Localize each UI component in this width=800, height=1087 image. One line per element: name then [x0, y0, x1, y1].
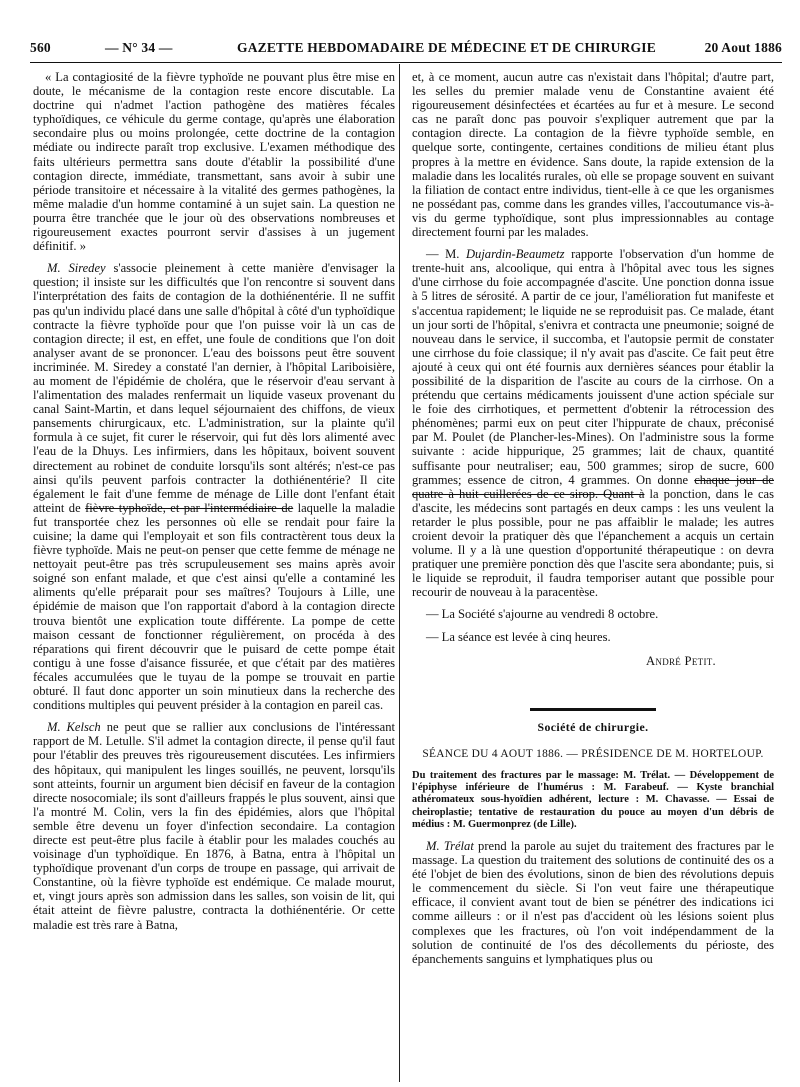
header-rule — [30, 62, 782, 63]
right-column — [412, 70, 774, 1080]
issue-number: — N° 34 — — [105, 40, 173, 55]
seance-heading: SÉANCE DU 4 AOUT 1886. — PRÉSIDENCE DE M. HORTELOUP. — [422, 747, 764, 760]
session-summary: Du traitement des fractures par le massage: M. Trélat. — Développement de l'épiphyse inférieure de l'humérus : M. Farabeuf. — Kyste branchial athéromateux sous-hyoïdien adhérent, lecture : M. Chavasse. — Essai de cheiroplastie; tentative de restauration du pouce au moyen d'un débris de médius : M. Guermonprez (de Lille). — [412, 769, 774, 830]
journal-title: GAZETTE HEBDOMADAIRE DE MÉDECINE ET DE CHIRURGIE — [237, 40, 656, 55]
adjournment-line: — La Société s'ajourne au vendredi 8 octobre. — [426, 607, 659, 622]
column-divider — [399, 64, 400, 1082]
paragraph-siredey: M. Siredey s'associe pleinement à cette manière d'envisager la question; il insiste sur les difficultés que l'on rencontre si souvent dans l'interprétation des faits de contagion de la dothiénentérie. Il ne suffit pas qu'un individu placé dans une salle d'hôpital à côté d'un typhoïdique contracte la fièvre typhoïde pour que l'on puisse voir là un cas de contagion directe; il est, en effet, une foule de conditions que l'on doit analyser avant de se prononcer. L'eau des boissons peut être souvent incriminée. M. Siredey a constaté l'an dernier, à l'hôpital Lariboisière, au moment de l'épidémie de choléra, que le réservoir d'eau servant à l'alimentation des malades renfermait un liquide vaseux provenant du canal Saint-Martin, et dans lequel séjournaient des chiffons, de vieux pansements chirurgicaux, etc. L'administration, sur la plainte qu'il formula à ce sujet, fit curer le réservoir, qui fut dès lors alimenté avec l'eau de la Dhuys. Les infirmiers, dans les hôpitaux, boivent souvent directement au robinet de conduite lorsqu'ils sont altérés; n'est-ce pas ainsi qu'ils peuvent parfois contracter la dothiénentérie? Il cite également le fait d'une femme de ménage de Lille dont l'enfant était atteint de fièvre typhoïde, et par l'intermédiaire de laquelle la maladie fut transportée chez les personnes où elle se rendait pour faire la cuisine; la dame qui l'employait et son fils contractèrent tous deux la fièvre typhoïde. Mais ne peut-on penser que cette femme de ménage ne nettoyait peut-être pas très scrupuleusement ses mains après avoir soigné son enfant malade, et que c'est ainsi qu'elle a contaminé les aliments qu'elle préparait pour ses maîtres? Toujours à Lille, une épidémie de maison que l'on rapportait d'abord à la contagion directe trouva bientôt une explication toute différente. La pompe de cette maison cessant de fonctionner régulièrement, on procéda à des réparations qui firent découvrir que le puisard de cette pompe était contigu à une fosse d'aisance fissurée, et que c'était par des matières fécales accumulées que le tuyau de la pompe se trouvait en partie obturé. Il faut donc apporter un soin minutieux dans la recherche des conditions multiples qui peuvent présider à la contagion en pareil cas. — [33, 261, 395, 713]
quote-paragraph: « La contagiosité de la fièvre typhoïde ne pouvant plus être mise en doute, le mécanisme de la contagion reste encore discutable. La doctrine qui n'admet l'action pathogène des matières fécales typhoïdiques, ce véhicule du germe contage, qu'après une élaboration secondaire plus ou moins prolongée, cette doctrine de la contagion médiate ou indirecte paraît trop exclusive. L'examen méthodique des faits ultérieurs permettra sans doute d'établir la possibilité d'une contagion directe, immédiate, transmettant, sans avoir à subir une période transitoire et nécessaire à la vitalité des germes pathogènes, la même maladie d'un homme contaminé à un sujet sain. La question ne pourra être tranchée que le jour où des observations nombreuses et rigoureusement exactes pourront servir d'assises à un jugement définitif. » — [33, 70, 395, 254]
closing-line: — La séance est levée à cinq heures. — [426, 629, 611, 644]
struck-text: fièvre typhoïde, et par l'intermédiaire de — [85, 500, 294, 515]
issue-date: 20 Aout 1886 — [704, 40, 782, 55]
speaker-name: M. Trélat — [426, 838, 474, 853]
speaker-name: M. Kelsch — [47, 720, 101, 735]
speaker-name: Dujardin-Beaumetz — [465, 247, 565, 262]
paragraph-continuation: et, à ce moment, aucun autre cas n'existait dans l'hôpital; d'autre part, les selles du premier malade venu de Constantine avaient été rigoureusement désinfectées et écartées au fur et à mesure. Le second cas ne paraît donc pas pouvoir s'expliquer autrement que par la contagion directe. La contagion de la fièvre typhoïde semble, en quelque sorte, contingente, certaines conditions de milieu étant plus propres à la mettre en évidence. Sans doute, la rapide extension de la maladie dans les localités rurales, où elle se propage souvent en suivant la filiation de contact entre individus, tient-elle à ce que les organismes ne possédant pas, comme dans les grandes villes, l'accoutumance vis-à-vis du germe typhoïdique, sont plus impressionnables au contage directement fourni par les malades. — [412, 70, 774, 240]
paragraph-dujardin: — M. Dujardin-Beaumetz rapporte l'observation d'un homme de trente-huit ans, alcoolique, qui entra à l'hôpital avec tous les signes d'une cirrhose du foie accompagnée d'ascite. Une ponction donna issue à 5 litres de sérosité. A partir de ce jour, l'amélioration fut manifeste et s'accentua rapidement; le liquide ne se reproduisit pas. Ce malade, étant un jour sorti de l'hôpital, s'enivra et contracta une pneumonie; soigné de nouveau dans le service, il succomba, et l'autopsie permit de constater une cirrhose du foie classique; il n'y avait pas d'ascite. Ce fait peut être ajouté à ceux qui ont été fournis aux dernières séances pour établir la possibilité de la disparition de l'ascite au cours de la cirrhose. On a prétendu que certains médicaments jouissent d'une action spéciale sur le foie des cirrhotiques, et permettent d'obtenir la rétrocession des phénomènes; parmi eux on peut citer l'hippurate de chaux, préconisé par M. Poulet (de Plancher-les-Mines). On l'administre sous la forme suivante : acide hippurique, 25 grammes; lait de chaux, quantité suffisante pour neutraliser; eau, 500 grammes; sirop de sucre, 600 grammes; essence de citron, 4 grammes. On donne chaque jour de quatre à huit cuillerées de ce sirop. Quant à la ponction, dans le cas d'ascite, les médecins sont partagés en deux camps : les uns veulent la retarder le plus possible, pour ne pas affaiblir le malade; les autres croient devoir la pratiquer dès que l'épanchement a acquis un certain volume. Il y a là une question d'opportunité thérapeutique : on devra pratiquer une première ponction dès que l'ascite sera abondante; puis, si le liquide se reproduit, il faudra temporiser autant que possible pour recourir de nouveau à la paracentèse. — [412, 247, 774, 600]
paragraph-trelat: M. Trélat prend la parole au sujet du traitement des fractures par le massage. La question du traitement des solutions de continuité des os a été l'objet de bien des évolutions, sinon de bien des révolutions depuis le commencement du siècle. Si l'on veut faire une thérapeutique efficace, il convient avant tout de bien se pénétrer des indications ici comme ailleurs : or il n'est pas d'accident où les lésions soient plus complexes que les fractures, où l'on voit indépendamment de la solution de continuité de l'os des décollements du périoste, des épanchements sanguins et lymphatiques plus ou — [412, 838, 774, 966]
paragraph-kelsch: M. Kelsch ne peut que se rallier aux conclusions de l'intéressant rapport de M. Letulle. S'il admet la contagion directe, il pense qu'il faut pour l'établir des preuves très rigoureusement discutées. Les infirmiers des hôpitaux, qui manipulent les linges souillés, ne peuvent, lorsqu'ils sont atteints, fournir un argument bien décisif en faveur de la contagion directe nosocomiale; ils sont d'ailleurs frappés le plus souvent, ainsi que l'a montré M. Colin, vers la fin des épidémies, alors que l'hôpital semble être devenu un foyer d'infection secondaire. La contagion directe est peut-être plus facile à établir pour les malades couchés au voisinage d'un typhoïdique. En 1876, à Batna, entra à l'hôpital un typhoïdique provenant d'un corps de troupe en passage, qui arrivait de Constantine, où la fièvre typhoïde est endémique. Ce malade mourut, et, vingt jours après son admission dans les salles, son voisin de lit, qui était atteint de fièvre palustre, contracta la dothiénentérie. Or cette maladie est très rare à Batna, — [33, 720, 395, 932]
section-rule — [530, 708, 656, 711]
struck-text: chaque jour de quatre à huit cuillerées de ce sirop. Quant à — [412, 472, 774, 501]
society-title: Société de chirurgie. — [537, 719, 649, 734]
signature: André Petit. — [646, 653, 716, 668]
page-number: 560 — [30, 40, 51, 55]
speaker-name: M. Siredey — [47, 261, 106, 276]
left-column — [33, 70, 395, 1080]
page-header — [30, 38, 782, 60]
